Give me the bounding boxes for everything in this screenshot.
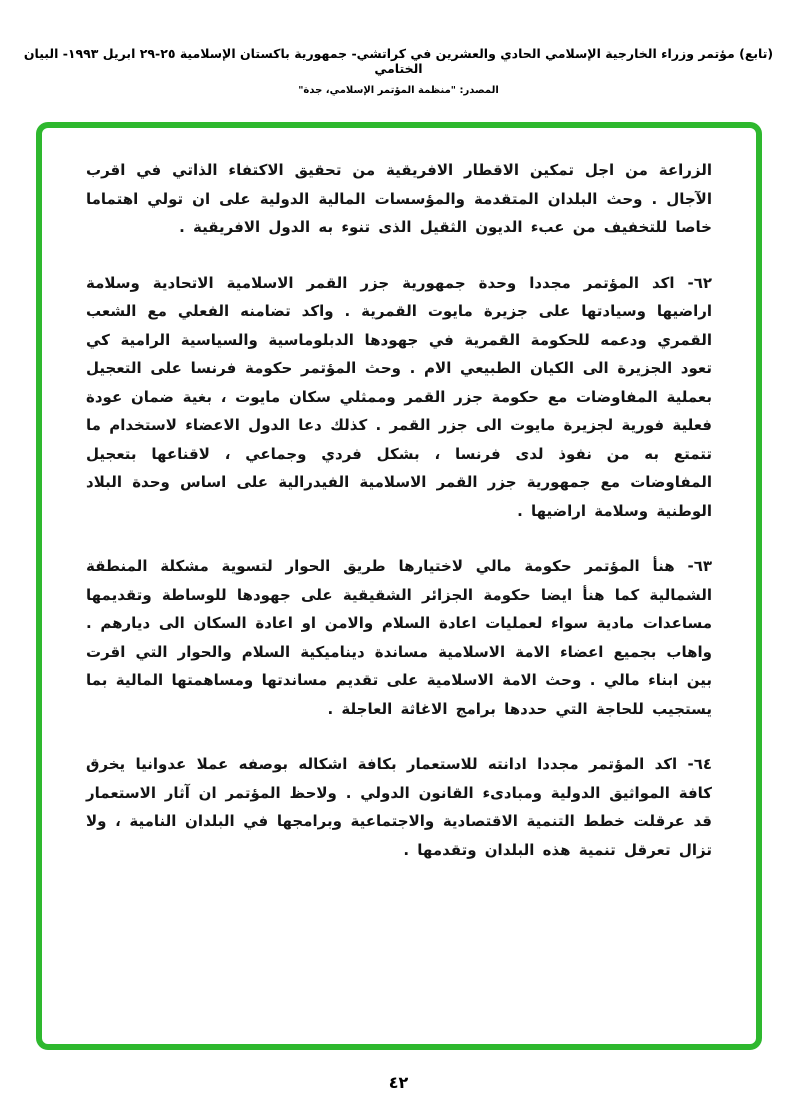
body-paragraph-63: ٦٣- هنأ المؤتمر حكومة مالي لاختيارها طريق الحوار لتسوية مشكلة المنطقة الشمالية كما هنأ ايضا حكومة الجزائر الشقيقية على جهودها للوساطة وتقديمها مساعدات مادية سواء لعمليات اعادة السلام والامن او اعادة السكان الى ديارهم . واهاب بجميع اعضاء الامة الاسلامية مساندة ديناميكية السلام والحوار التي اقرت بين ابناء مالي . وحث الامة الاسلامية على تقديم مساندتها ومساهمتها المالية بما يستجيب للحاجة التي حددها برامج الاغاثة العاجلة . (86, 557, 712, 718)
body-paragraph-continuation: الزراعة من اجل تمكين الاقطار الافريقية من تحقيق الاكتفاء الذاتي في اقرب الآجال . وحث البلدان المتقدمة والمؤسسات المالية الدولية على ان تولي اهتماما خاصا للتخفيف من عبء الديون الثقيل الذى تنوء به الدول الافريقية . (86, 161, 712, 236)
page-number: ٤٢ (388, 1073, 409, 1092)
body-paragraph-64: ٦٤- اكد المؤتمر مجددا ادانته للاستعمار بكافة اشكاله بوصفه عملا عدوانيا يخرق كافة المواثيق الدولية ومبادىء القانون الدولي . ولاحظ المؤتمر ان آثار الاستعمار قد عرقلت خطط التنمية الاقتصادية والاجتماعية وبرامجها في البلدان النامية ، ولا تزال تعرقل تنمية هذه البلدان وتقدمها . (86, 755, 712, 859)
document-green-frame (36, 122, 762, 1050)
body-paragraph-62: ٦٢- اكد المؤتمر مجددا وحدة جمهورية جزر القمر الاسلامية الاتحادية وسلامة اراضيها وسيادتها على جزيرة مايوت القمرية . واكد تضامنه الفعلي مع الشعب القمري ودعمه للحكومة القمرية في جهودها الدبلوماسية والسياسية الرامية كي تعود الجزيرة الى الكيان الطبيعي الام . وحث المؤتمر حكومة فرنسا على التعجيل بعملية المفاوضات مع حكومة جزر القمر وممثلي سكان مايوت ، بغية ضمان عودة فعلية فورية لجزيرة مايوت الى جزر القمر . كذلك دعا الدول الاعضاء لاستخدام ما تتمتع به من نفوذ لدى فرنسا ، بشكل فردي وجماعي ، لاقناعها بتعجيل المفاوضات مع جمهورية جزر القمر الاسلامية الفيدرالية على اساس وحدة البلاد الوطنية وسلامة اراضيها . (86, 273, 712, 520)
header-title-line: (تابع) مؤتمر وزراء الخارجية الإسلامي الحادي والعشرين في كراتشي- جمهورية باكستان الإسلامية ٢٥-٢٩ ابريل ١٩٩٣- البيان الختامي (23, 46, 774, 76)
header-source-line: المصدر: "منظمة المؤتمر الإسلامي، جدة" (298, 85, 499, 96)
document-header (0, 46, 797, 96)
